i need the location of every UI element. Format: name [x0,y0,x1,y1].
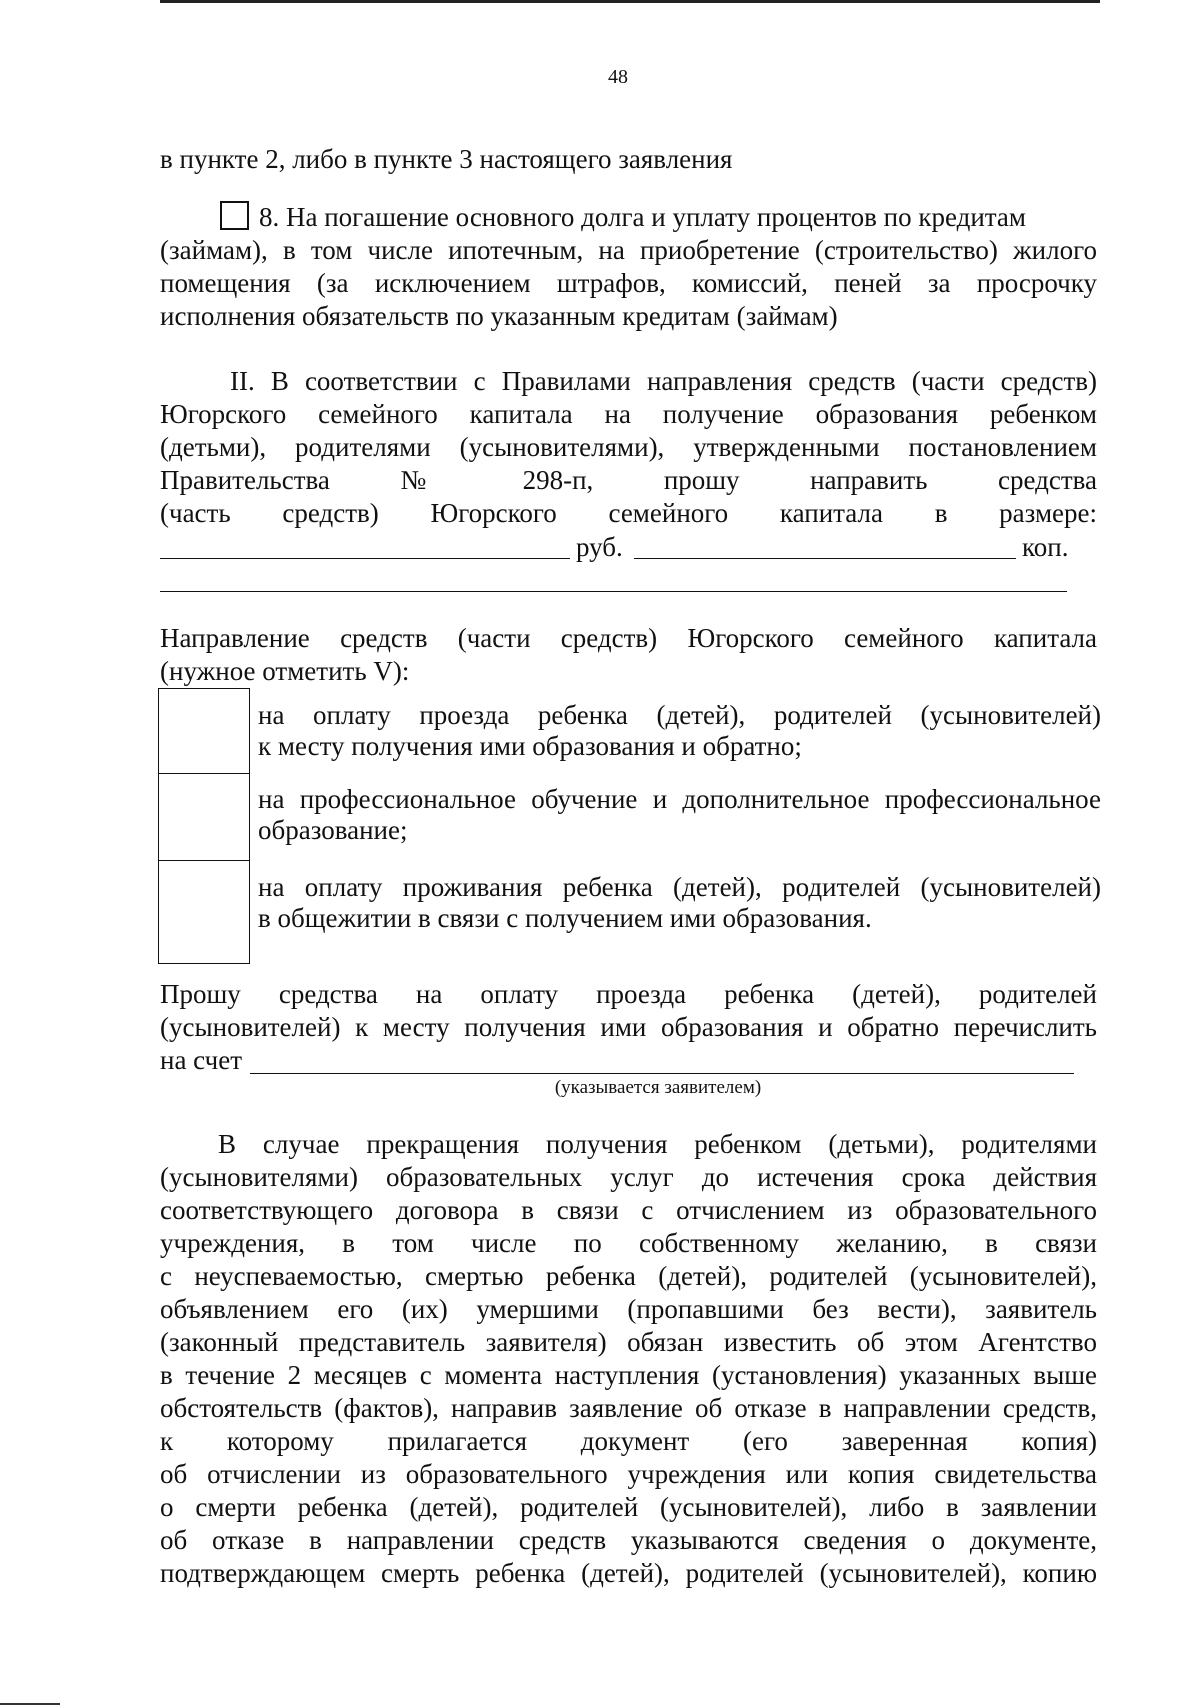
item-8-line-1: 8. На погашение основного долга и уплату процентов по кредитам [160,201,1097,234]
final-line-9: обстоятельств (фактов), направив заявление об отказе в направлении средств, [160,1393,1097,1423]
final-line-11: об отчислении из образовательного учреждения или копия свидетельства [160,1459,1097,1489]
final-line-5: с неуспеваемостью, смертью ребенка (детей), родителей (усыновителей), [160,1261,1097,1291]
item-8-line-4: исполнения обязательств по указанным кредитам (займам) [160,301,838,331]
final-line-12: о смерти ребенка (детей), родителей (усыновителей), либо в заявлении [160,1492,1097,1522]
blank-line [160,591,1067,592]
option-row-education [158,774,1101,861]
direction-line-1: Направление средств (части средств) Югорского семейного капитала [160,623,1097,653]
intro-line: в пункте 2, либо в пункте 3 настоящего заявления [160,144,733,174]
options-table [158,688,1101,964]
kop-label: коп. [1022,532,1069,562]
option-housing-line-1: на оплату проживания ребенка (детей), родителей (усыновителей) [258,872,1101,902]
kop-amount-field[interactable] [634,558,1016,559]
option-education-line-2: образование; [258,815,408,845]
rub-label: руб. [576,532,623,562]
final-line-3: соответствующего договора в связи с отчислением из образовательного [160,1195,1097,1225]
direction-line-2: (нужное отметить V): [160,656,410,686]
final-line-4: учреждения, в том числе по собственному желанию, в связи [160,1228,1097,1258]
account-caption: (указывается заявителем) [554,1077,762,1098]
section-2-line-4: Правительства № 298-п, прошу направить средства [160,465,1097,495]
account-number-field[interactable] [250,1073,1074,1074]
section-2-line-3: (детьми), родителями (усыновителями), утвержденными постановлением [160,432,1097,462]
request-block [160,978,1097,1077]
direction-block [160,622,1097,688]
option-travel-line-1: на оплату проезда ребенка (детей), родителей (усыновителей) [258,700,1101,730]
request-line-2: (усыновителей) к месту получения ими образования и обратно перечислить [160,1012,1097,1042]
final-line-14: подтверждающем смерть ребенка (детей), родителей (усыновителей), копию [160,1558,1097,1588]
final-paragraph [160,1128,1097,1590]
section-2-line-1: II. В соответствии с Правилами направления средств (части средств) [230,366,1097,396]
option-row-housing [158,861,1101,964]
item-8-checkbox[interactable] [220,201,249,230]
request-line-3: на счет [160,1045,242,1075]
top-border-line [160,0,1100,3]
final-line-7: (законный представитель заявителя) обязан известить об этом Агентство [160,1327,1097,1357]
item-8-line-3: помещения (за исключением штрафов, комиссий, пеней за просрочку [160,268,1097,298]
item-8-block [160,201,1097,333]
option-checkbox-housing[interactable] [158,861,250,964]
section-2-line-2: Югорского семейного капитала на получение образования ребенком [160,399,1097,429]
final-line-13: об отказе в направлении средств указываются сведения о документе, [160,1525,1097,1555]
final-line-10: к которому прилагается документ (его заверенная копия) [160,1426,1097,1456]
final-line-8: в течение 2 месяцев с момента наступления (установления) указанных выше [160,1360,1097,1390]
request-line-1: Прошу средства на оплату проезда ребенка (детей), родителей [160,979,1097,1009]
final-line-6: объявлением его (их) умершими (пропавшими без вести), заявитель [160,1294,1097,1324]
bottom-edge-mark [0,1703,60,1705]
item-8-line-2: (займам), в том числе ипотечным, на приобретение (строительство) жилого [160,235,1097,265]
section-2-block [160,365,1097,530]
rub-amount-field[interactable] [160,558,570,559]
option-checkbox-education[interactable] [158,774,250,861]
option-checkbox-travel[interactable] [158,688,250,774]
option-travel-line-2: к месту получения ими образования и обратно; [258,731,802,761]
final-line-1: В случае прекращения получения ребенком (детьми), родителями [218,1129,1097,1159]
final-line-2: (усыновителями) образовательных услуг до истечения срока действия [160,1162,1097,1192]
option-row-travel [158,688,1101,774]
option-education-line-1: на профессиональное обучение и дополнительное профессиональное [258,784,1101,814]
option-housing-line-2: в общежитии в связи с получением ими образования. [258,903,872,933]
section-2-line-5: (часть средств) Югорского семейного капитала в размере: [160,498,1097,528]
page-number: 48 [608,66,628,88]
